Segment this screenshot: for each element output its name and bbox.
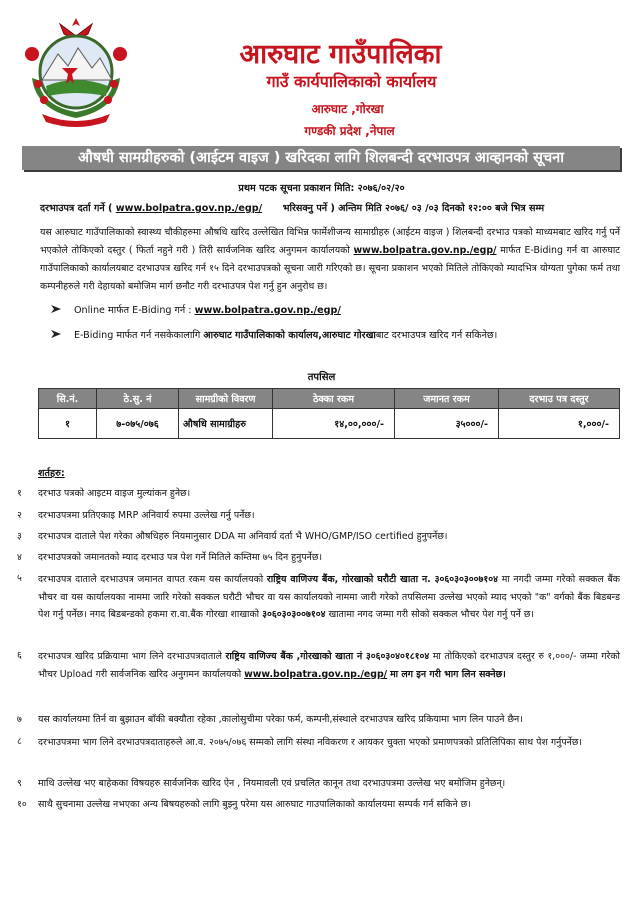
condition-text: दरभाउपत्रको जमानतको म्याद दरभाउ पत्र पेश गर्ने मितिले कम्तिमा ७५ दिन हुनुपर्नेछ।	[38, 552, 322, 563]
condition-number: १	[17, 488, 22, 499]
register-deadline: भरिसक्नु पर्ने ) अन्तिम मिति २०७६/ ०३ /०३ दिनको १२:०० बजे भित्र सम्म	[282, 203, 545, 214]
bullet-office-text: E-Biding मार्फत गर्न नसकेकालागि	[74, 330, 201, 341]
intro-link[interactable]: www.bolpatra.gov.np./egp/	[353, 245, 497, 256]
condition-text: दरभाउ पत्रको आइटम वाइज मुल्यांकन हुनेछ।	[38, 488, 191, 499]
bullet-online	[50, 303, 341, 316]
bullet-office-bold: आरुघाट गाउँपालिकाको कार्यालय,आरुघाट गोरखा	[203, 330, 376, 341]
condition-number: २	[17, 510, 22, 521]
condition-text: यस कार्यालयमा तिर्न वा बुझाउन बाँकी बक्यौता रहेका ,कालोसुचीमा परेका फर्म, कम्पनी,संस्थाले दरभाउपत्र खरिद प्रकियामा भाग लिन पाउने छैन।	[38, 714, 523, 725]
condition-text: साथै सुचनामा उल्लेख नभएका अन्य बिषयहरुको लागि बुझ्नु परेमा यस आरुघाट गाउपालिकाको कार्यालयमा सम्पर्क गर्न सकिने छ।	[38, 799, 471, 810]
register-deadline-line	[40, 201, 544, 214]
th-contract-no: ठे.सु. नं	[97, 389, 179, 409]
th-tender-fee: दरभाउ पत्र दस्तुर	[499, 389, 620, 409]
condition-number: ५	[17, 573, 22, 584]
register-prefix: दरभाउपत्र दर्ता गर्ने (	[40, 203, 113, 214]
condition-number: ९	[17, 778, 22, 789]
condition-6-text-1: दरभाउपत्र खरिद प्रक्रियामा भाग लिने दरभाउपत्रदाताले	[38, 651, 223, 662]
condition-number: ३	[17, 531, 22, 542]
td-contract-amount: १४,००,०००/-	[273, 409, 395, 439]
condition-text	[38, 571, 620, 624]
office-name: गाउँ कार्यपालिकाको कार्यालय	[266, 72, 437, 91]
condition-6-text-3: मा लग इन गरी भाग लिन सक्नेछ।	[390, 668, 506, 680]
intro-paragraph	[40, 224, 620, 296]
condition-number: ४	[17, 552, 22, 563]
condition-number: ६	[17, 650, 22, 661]
bullet-office	[50, 328, 497, 341]
condition-5-bank-account: राष्ट्रिय वाणिज्य बैंक, गोरखाको घरौटी खाता न. ३०६०३०३००७१०४	[266, 574, 499, 585]
td-bid-security: ३५०००/-	[395, 409, 499, 439]
arrow-bullet-icon	[50, 329, 62, 339]
condition-text: दरभाउपत्रमा भाग लिने दरभाउपत्रदाताहरुले आ.व. २०७५/०७६ सम्मको लागि संस्था नविकरण र आयकर चुक्ता भएको प्रमाणपत्रको प्रतिलिपिका साथ पेश गर्नुपर्नेछ।	[38, 737, 582, 748]
td-sn: १	[39, 409, 97, 439]
condition-5-text-1: दरभाउपत्र दाताले दरभाउपत्र जमानत वापत रकम यस कार्यालयको	[38, 574, 264, 585]
table-title: तपसिल	[307, 372, 336, 383]
condition-text	[38, 648, 620, 683]
intro-text-1: यस आरुघाट गाउँपालिकाको स्वास्थ्य चौकीहरुमा औषधि खरिद उल्लेखित विभिन्न फार्मेशीजन्य सामाग्रीहरु (आईटम वाइज ) शिलबन्दी दरभाउ पत्रको माध्यमबाट खरिद गर्नु पर्ने भएकोले तोकिएको दस्तुर ( फिर्ता नहुने गरी ) तिरी सार्वजनिक खरिद अनुगमन कार्यालयको	[40, 227, 620, 256]
bullet-online-text: Online मार्फत E-Biding गर्न :	[74, 305, 192, 316]
condition-text: माथि उल्लेख भए बाहेकका विषयहरु सार्वजनिक खरिद ऐन , नियमावली एवं प्रचलित कानून तथा दरभाउपत्रमा उल्लेख भए बमोजिम हुनेछन्।	[38, 778, 506, 789]
org-name: आरुघाट गाउँपालिका	[239, 39, 442, 70]
condition-5-account-no: ३०६०३०३००७१०४	[262, 609, 326, 620]
td-description: औषधि सामाग्रीहरु	[179, 409, 273, 439]
arrow-bullet-icon	[50, 304, 62, 314]
condition-text: दरभाउपत्रमा प्रतिएकाइ MRP अनिवार्य रुपमा उल्लेख गर्नु पर्नेछ।	[38, 510, 255, 521]
td-contract-no: ७-०७५/०७६	[97, 409, 179, 439]
intro-text-2: मार्फत E-Biding गर्न वा आरुघाट गाउँपालिकाको कार्यालयबाट दरभाउपत्र खरिद गर्न १५ दिने दरभाउपत्रको सूचना जारी गरिएको छ। सूचना प्रकाशन भएको मितिले तोकिएको म्यादभित्र योग्यता पुगेका फर्म तथा कम्पनीहरुले गरी देहायको बमोजिम मार्ग छनौट गरी दरभाउपत्र पेश गर्नु हुन अनुरोध छ।	[40, 245, 621, 292]
th-bid-security: जमानत रकम	[395, 389, 499, 409]
th-description: सामग्रीको विवरण	[179, 389, 273, 409]
condition-number: ८	[17, 736, 22, 747]
notice-title-banner: औषधी सामग्रीहरुको (आईटम वाइज ) खरिदका लागि शिलबन्दी दरभाउपत्र आव्हानको सूचना	[22, 146, 620, 170]
province-name: गण्डकी प्रदेश ,नेपाल	[304, 124, 395, 138]
td-tender-fee: १,०००/-	[499, 409, 620, 439]
bullet-online-link[interactable]: www.bolpatra.gov.np./egp/	[194, 305, 341, 316]
table-row	[39, 409, 620, 439]
office-address: आरुघाट ,गोरखा	[311, 102, 384, 116]
conditions-title: शर्तहरु:	[38, 468, 65, 479]
condition-number: १०	[17, 799, 27, 810]
register-link[interactable]: www.bolpatra.gov.np./egp/	[115, 203, 263, 214]
th-sn: सि.नं.	[39, 389, 97, 409]
table-header-row	[39, 389, 620, 409]
condition-number: ७	[17, 714, 22, 725]
condition-6-link[interactable]: www.bolpatra.gov.np./egp/	[244, 668, 388, 680]
th-contract-amount: ठेक्का रकम	[273, 389, 395, 409]
bullet-office-text-2: बाट दरभाउपत्र खरिद गर्न सकिनेछ।	[375, 330, 498, 341]
condition-5-text-2: मा नगदी जम्मा गरेको सक्कल बैंक भौचर वा यस कार्यालयका नाममा जारि गरेको सक्कल घरौटी भौचर वा यस कार्यालयको नाममा जारी गरेको तपसिलमा उल्लेख भएको म्याद भएको "क" वर्गको बैंक बिडबन्ड पेश गर्नु पर्नेछ। नगद बिडबन्डको हकमा रा.वा.बैंक गोरखा शाखाको	[38, 574, 620, 620]
tender-table	[38, 388, 620, 439]
condition-6-bank-account: राष्ट्रिय वाणिज्य बैंक ,गोरखाको खाता नं ३०६०३०४०१८१०४	[225, 651, 430, 662]
condition-text: दरभाउपत्र दाताले पेश गरेका औषधिहरु नियमानुसार DDA मा अनिवार्य दर्ता भै WHO/GMP/ISO certified हुनुपर्नेछ।	[38, 531, 448, 542]
condition-6-text-2: मा तोकिएको दरभाउपत्र दस्तुर रु १,०००/- जम्मा गरेको भौचर Upload गरी सार्वजनिक खरिद अनुगमन कार्यालयको	[38, 651, 620, 680]
condition-5-text-3: खातामा नगद जम्मा गरी सोको सक्कल भौचर पेश गर्नु पर्ने छ।	[328, 609, 534, 620]
publish-date-line: प्रथम पटक सूचना प्रकाशन मिति: २०७६/०२/२०	[238, 183, 405, 194]
